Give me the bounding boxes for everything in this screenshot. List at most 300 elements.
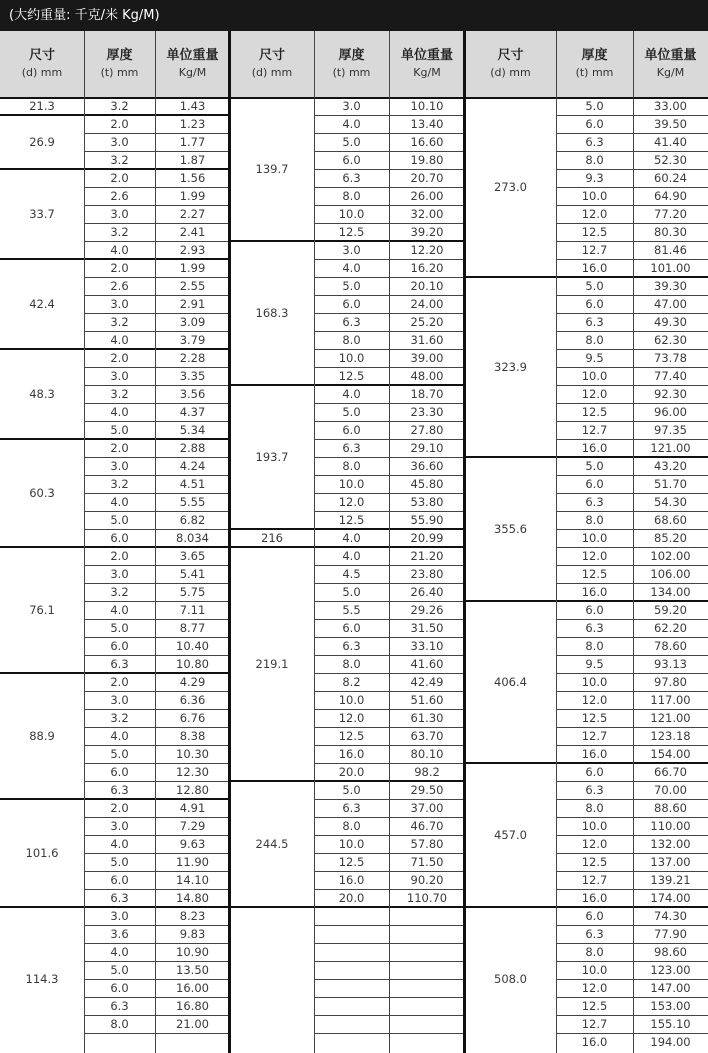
thickness-cell: 8.2 (342, 675, 361, 689)
weight-cell: 5.75 (179, 585, 206, 599)
group-divider (0, 438, 230, 440)
weight-cell: 31.60 (410, 333, 444, 347)
size-cell: 21.3 (29, 99, 55, 113)
table-title: (大约重量: 千克/米 Kg/M) (0, 0, 708, 31)
group-divider (0, 546, 230, 548)
weight-cell: 36.60 (410, 459, 444, 473)
weight-cell (155, 1033, 230, 1051)
thickness-cell: 5.0 (585, 99, 604, 113)
weight-cell: 64.90 (654, 189, 687, 203)
weight-cell: 37.00 (410, 801, 444, 815)
thickness-cell: 12.7 (581, 729, 608, 743)
weight-cell: 29.10 (410, 441, 444, 455)
table-section-2 (230, 31, 465, 1053)
row-divider (556, 709, 708, 710)
thickness-cell: 12.0 (338, 711, 365, 725)
thickness-cell (314, 1015, 389, 1033)
header-weight (389, 31, 465, 97)
row-divider (84, 565, 230, 566)
thickness-cell: 4.0 (342, 117, 361, 131)
weight-cell: 153.00 (650, 999, 691, 1013)
weight-cell: 12.20 (410, 243, 444, 257)
header-label: 厚度 (338, 48, 365, 63)
size-cell: 114.3 (25, 972, 59, 986)
size-cell: 88.9 (29, 729, 55, 743)
thickness-cell: 12.7 (581, 423, 608, 437)
header-weight (633, 31, 708, 97)
thickness-cell: 6.0 (585, 117, 604, 131)
column-divider (84, 31, 85, 1053)
thickness-cell: 8.0 (342, 459, 361, 473)
thickness-cell: 12.5 (338, 513, 365, 527)
thickness-cell (314, 925, 389, 943)
thickness-cell: 12.7 (581, 873, 608, 887)
row-divider (84, 187, 230, 188)
row-divider (84, 313, 230, 314)
header-thickness (314, 31, 389, 97)
weight-cell: 6.82 (179, 513, 206, 527)
thickness-cell: 6.3 (342, 639, 361, 653)
thickness-cell: 4.5 (342, 567, 361, 581)
weight-cell: 98.60 (654, 945, 687, 959)
row-divider (556, 745, 708, 746)
weight-cell: 24.00 (410, 297, 444, 311)
row-divider (556, 529, 708, 530)
section-divider (463, 31, 466, 1053)
row-divider (556, 151, 708, 152)
thickness-cell: 8.0 (585, 945, 604, 959)
weight-cell: 98.2 (414, 765, 440, 779)
thickness-cell: 2.0 (110, 801, 129, 815)
row-divider (556, 313, 708, 314)
thickness-cell: 3.2 (110, 153, 129, 167)
weight-cell: 110.00 (650, 819, 691, 833)
thickness-cell: 5.0 (110, 513, 129, 527)
weight-cell: 8.38 (179, 729, 206, 743)
thickness-cell: 8.0 (342, 189, 361, 203)
thickness-cell: 6.0 (110, 639, 129, 653)
weight-cell: 27.80 (410, 423, 444, 437)
weight-cell: 9.83 (179, 927, 206, 941)
group-divider (230, 97, 465, 99)
size-cell: 219.1 (255, 657, 289, 671)
weight-cell: 43.20 (654, 459, 687, 473)
row-divider (556, 925, 708, 926)
thickness-cell: 2.0 (110, 441, 129, 455)
weight-cell: 12.80 (176, 783, 209, 797)
thickness-cell: 16.0 (338, 747, 365, 761)
row-divider (84, 151, 230, 152)
row-divider (556, 871, 708, 872)
thickness-cell: 12.5 (338, 855, 365, 869)
row-divider (84, 277, 230, 278)
thickness-cell: 12.0 (581, 837, 608, 851)
row-divider (84, 943, 230, 944)
row-divider (84, 223, 230, 224)
size-cell: 406.4 (494, 675, 527, 689)
thickness-cell: 6.0 (110, 873, 129, 887)
size-cell: 508.0 (494, 972, 527, 986)
row-divider (556, 259, 708, 260)
weight-cell: 5.34 (179, 423, 206, 437)
weight-cell (389, 907, 465, 925)
weight-cell: 2.41 (179, 225, 206, 239)
size-cell: 48.3 (29, 387, 55, 401)
header-label: 尺寸 (497, 48, 524, 63)
thickness-cell: 5.5 (342, 603, 361, 617)
weight-cell: 77.40 (654, 369, 687, 383)
thickness-cell: 9.5 (585, 351, 604, 365)
group-divider (230, 780, 465, 782)
group-divider (0, 906, 230, 908)
row-divider (84, 511, 230, 512)
weight-cell: 4.51 (179, 477, 206, 491)
thickness-cell: 3.0 (110, 909, 129, 923)
thickness-cell: 10.0 (338, 693, 365, 707)
row-divider (556, 565, 708, 566)
header-label: 厚度 (581, 48, 608, 63)
row-divider (556, 997, 708, 998)
weight-cell (389, 943, 465, 961)
row-divider (556, 889, 708, 890)
row-divider (84, 1033, 230, 1034)
column-divider (155, 31, 156, 1053)
thickness-cell: 12.5 (581, 999, 608, 1013)
size-cell: 168.3 (255, 306, 289, 320)
group-divider (230, 384, 465, 386)
group-divider (0, 798, 230, 800)
size-cell: 193.7 (255, 450, 289, 464)
group-divider (0, 97, 230, 99)
row-divider (84, 925, 230, 926)
thickness-cell: 3.0 (110, 207, 129, 221)
thickness-cell (314, 943, 389, 961)
thickness-cell: 9.3 (585, 171, 604, 185)
row-divider (556, 673, 708, 674)
row-divider (556, 349, 708, 350)
thickness-cell: 8.0 (585, 333, 604, 347)
weight-cell: 155.10 (650, 1017, 691, 1031)
row-divider (84, 1015, 230, 1016)
group-divider (230, 906, 465, 908)
header-unit: (t) mm (100, 66, 139, 79)
header-unit: (d) mm (490, 66, 531, 79)
thickness-cell: 16.0 (581, 747, 608, 761)
row-divider (84, 205, 230, 206)
thickness-cell: 5.0 (110, 621, 129, 635)
row-divider (556, 979, 708, 980)
column-divider (633, 31, 634, 1053)
thickness-cell: 8.0 (585, 153, 604, 167)
thickness-cell: 3.2 (110, 99, 129, 113)
row-divider (556, 637, 708, 638)
thickness-cell: 6.0 (342, 423, 361, 437)
row-divider (84, 367, 230, 368)
weight-cell: 41.60 (410, 657, 444, 671)
thickness-cell: 2.0 (110, 261, 129, 275)
thickness-cell: 6.0 (585, 909, 604, 923)
thickness-cell: 3.6 (110, 927, 129, 941)
row-divider (556, 115, 708, 116)
thickness-cell: 12.7 (581, 1017, 608, 1031)
row-divider (556, 583, 708, 584)
weight-cell: 13.40 (410, 117, 444, 131)
column-divider (314, 31, 315, 1053)
weight-cell: 77.90 (654, 927, 687, 941)
weight-cell (389, 1033, 465, 1051)
weight-cell: 117.00 (650, 693, 691, 707)
thickness-cell: 6.3 (342, 801, 361, 815)
thickness-cell: 6.3 (110, 657, 129, 671)
weight-cell: 121.00 (650, 441, 691, 455)
weight-cell: 68.60 (654, 513, 687, 527)
weight-cell: 20.10 (410, 279, 444, 293)
header-label: 单位重量 (400, 48, 453, 63)
weight-cell: 101.00 (650, 261, 691, 275)
weight-cell: 39.00 (410, 351, 444, 365)
thickness-cell: 5.0 (110, 747, 129, 761)
weight-cell: 33.00 (654, 99, 687, 113)
weight-cell: 3.56 (179, 387, 206, 401)
weight-cell: 123.18 (650, 729, 691, 743)
thickness-cell: 10.0 (338, 207, 365, 221)
group-divider (0, 114, 230, 116)
row-divider (556, 727, 708, 728)
row-divider (556, 943, 708, 944)
row-divider (84, 457, 230, 458)
weight-cell: 39.50 (654, 117, 687, 131)
thickness-cell: 6.0 (585, 477, 604, 491)
thickness-cell: 2.6 (110, 189, 129, 203)
weight-cell: 1.77 (179, 135, 206, 149)
thickness-cell: 12.0 (338, 495, 365, 509)
row-divider (556, 439, 708, 440)
thickness-cell: 6.3 (110, 783, 129, 797)
row-divider (84, 529, 230, 530)
thickness-cell: 2.6 (110, 279, 129, 293)
table-section-1 (0, 31, 230, 1053)
weight-cell: 31.50 (410, 621, 444, 635)
group-divider (230, 528, 465, 530)
weight-cell: 110.70 (406, 891, 448, 905)
weight-cell: 1.43 (179, 99, 206, 113)
weight-cell: 70.00 (654, 783, 687, 797)
weight-cell: 121.00 (650, 711, 691, 725)
thickness-cell: 10.0 (581, 963, 608, 977)
weight-cell: 16.00 (176, 981, 209, 995)
header-unit: (d) mm (251, 66, 293, 79)
weight-cell: 1.56 (179, 171, 206, 185)
thickness-cell: 16.0 (581, 1035, 608, 1049)
thickness-cell: 6.3 (585, 495, 604, 509)
thickness-cell: 8.0 (342, 333, 361, 347)
row-divider (84, 997, 230, 998)
thickness-cell (314, 961, 389, 979)
size-cell: 26.9 (29, 135, 55, 149)
weight-cell: 46.70 (410, 819, 444, 833)
thickness-cell: 6.3 (585, 135, 604, 149)
thickness-cell: 10.0 (338, 351, 365, 365)
weight-cell: 4.24 (179, 459, 206, 473)
thickness-cell: 4.0 (342, 387, 361, 401)
group-divider (230, 546, 465, 548)
row-divider (84, 403, 230, 404)
thickness-cell: 3.2 (110, 387, 129, 401)
thickness-cell: 4.0 (110, 945, 129, 959)
thickness-cell: 3.2 (110, 315, 129, 329)
thickness-cell: 16.0 (581, 441, 608, 455)
weight-cell: 19.80 (410, 153, 444, 167)
thickness-cell: 16.0 (338, 873, 365, 887)
weight-cell: 2.88 (179, 441, 206, 455)
weight-cell: 10.80 (176, 657, 209, 671)
thickness-cell: 12.5 (338, 729, 365, 743)
size-cell: 323.9 (494, 360, 527, 374)
group-divider (0, 672, 230, 674)
weight-cell: 71.50 (410, 855, 444, 869)
thickness-cell: 12.0 (581, 693, 608, 707)
thickness-cell: 12.7 (581, 243, 608, 257)
thickness-cell: 6.3 (342, 171, 361, 185)
size-cell: 33.7 (29, 207, 55, 221)
thickness-cell: 10.0 (581, 369, 608, 383)
group-divider (465, 97, 708, 99)
thickness-cell: 2.0 (110, 351, 129, 365)
row-divider (556, 1015, 708, 1016)
thickness-cell: 8.0 (342, 657, 361, 671)
row-divider (84, 745, 230, 746)
thickness-cell: 3.0 (110, 693, 129, 707)
weight-cell: 1.23 (179, 117, 206, 131)
thickness-cell: 16.0 (581, 261, 608, 275)
weight-cell: 139.21 (650, 873, 691, 887)
group-divider (0, 258, 230, 260)
weight-cell: 57.80 (410, 837, 444, 851)
weight-cell: 80.30 (654, 225, 687, 239)
table-header (465, 31, 708, 97)
thickness-cell: 4.0 (110, 603, 129, 617)
weight-cell: 39.30 (654, 279, 687, 293)
row-divider (556, 241, 708, 242)
group-divider (465, 600, 708, 602)
thickness-cell: 6.0 (585, 603, 604, 617)
thickness-cell: 10.0 (581, 189, 608, 203)
row-divider (84, 835, 230, 836)
row-divider (556, 133, 708, 134)
weight-cell: 10.40 (176, 639, 209, 653)
row-divider (556, 295, 708, 296)
weight-cell: 41.40 (654, 135, 687, 149)
weight-cell: 18.70 (410, 387, 444, 401)
thickness-cell: 2.0 (110, 675, 129, 689)
weight-cell: 3.79 (179, 333, 206, 347)
weight-cell: 132.00 (650, 837, 691, 851)
weight-cell: 2.55 (179, 279, 206, 293)
thickness-cell: 6.3 (342, 315, 361, 329)
weight-cell: 29.26 (410, 603, 444, 617)
size-cell: 244.5 (255, 837, 289, 851)
row-divider (84, 889, 230, 890)
weight-cell: 74.30 (654, 909, 687, 923)
row-divider (84, 583, 230, 584)
thickness-cell: 4.0 (110, 405, 129, 419)
row-divider (556, 835, 708, 836)
size-cell: 42.4 (29, 297, 55, 311)
weight-cell: 1.87 (179, 153, 206, 167)
row-divider (556, 1033, 708, 1034)
table-body (465, 97, 708, 1053)
thickness-cell: 12.5 (338, 369, 365, 383)
row-divider (556, 655, 708, 656)
weight-cell: 8.23 (179, 909, 206, 923)
row-divider (556, 403, 708, 404)
size-cell: 76.1 (29, 603, 55, 617)
group-divider (465, 276, 708, 278)
weight-cell: 48.00 (410, 369, 444, 383)
thickness-cell: 5.0 (342, 279, 361, 293)
thickness-cell: 4.0 (342, 549, 361, 563)
size-cell: 457.0 (494, 828, 527, 842)
thickness-cell: 9.5 (585, 657, 604, 671)
row-divider (84, 961, 230, 962)
section-divider (228, 31, 231, 1053)
header-unit: (t) mm (575, 66, 614, 79)
thickness-cell: 10.0 (581, 531, 608, 545)
row-divider (84, 817, 230, 818)
size-cell (230, 907, 314, 1051)
row-divider (84, 871, 230, 872)
weight-cell: 13.50 (176, 963, 209, 977)
thickness-cell: 3.2 (110, 477, 129, 491)
header-unit: Kg/M (178, 66, 207, 79)
thickness-cell: 6.3 (585, 927, 604, 941)
header-label: 厚度 (106, 48, 133, 63)
group-divider (465, 456, 708, 458)
group-divider (230, 240, 465, 242)
thickness-cell (84, 1033, 155, 1051)
thickness-cell: 6.0 (342, 153, 361, 167)
thickness-cell: 12.0 (581, 549, 608, 563)
row-divider (84, 637, 230, 638)
thickness-cell: 3.2 (110, 225, 129, 239)
weight-cell: 1.99 (179, 261, 206, 275)
weight-cell: 97.80 (654, 675, 687, 689)
weight-cell: 21.20 (410, 549, 444, 563)
thickness-cell: 6.3 (585, 621, 604, 635)
header-size (230, 31, 314, 97)
thickness-cell: 5.0 (342, 135, 361, 149)
weight-cell: 78.60 (654, 639, 687, 653)
weight-cell: 7.11 (179, 603, 206, 617)
weight-cell: 10.90 (176, 945, 209, 959)
thickness-cell: 5.0 (110, 855, 129, 869)
weight-cell: 137.00 (650, 855, 691, 869)
weight-cell: 29.50 (410, 783, 444, 797)
row-divider (84, 727, 230, 728)
size-cell: 139.7 (255, 162, 289, 176)
weight-cell: 5.41 (179, 567, 206, 581)
thickness-cell: 12.0 (581, 207, 608, 221)
header-unit: (d) mm (21, 66, 63, 79)
thickness-cell: 6.0 (110, 531, 129, 545)
table-body (0, 97, 230, 1053)
size-cell: 273.0 (494, 180, 527, 194)
thickness-cell: 6.3 (585, 783, 604, 797)
thickness-cell: 6.0 (110, 981, 129, 995)
thickness-cell: 3.0 (110, 459, 129, 473)
weight-cell: 2.27 (179, 207, 206, 221)
weight-cell: 10.10 (410, 99, 444, 113)
